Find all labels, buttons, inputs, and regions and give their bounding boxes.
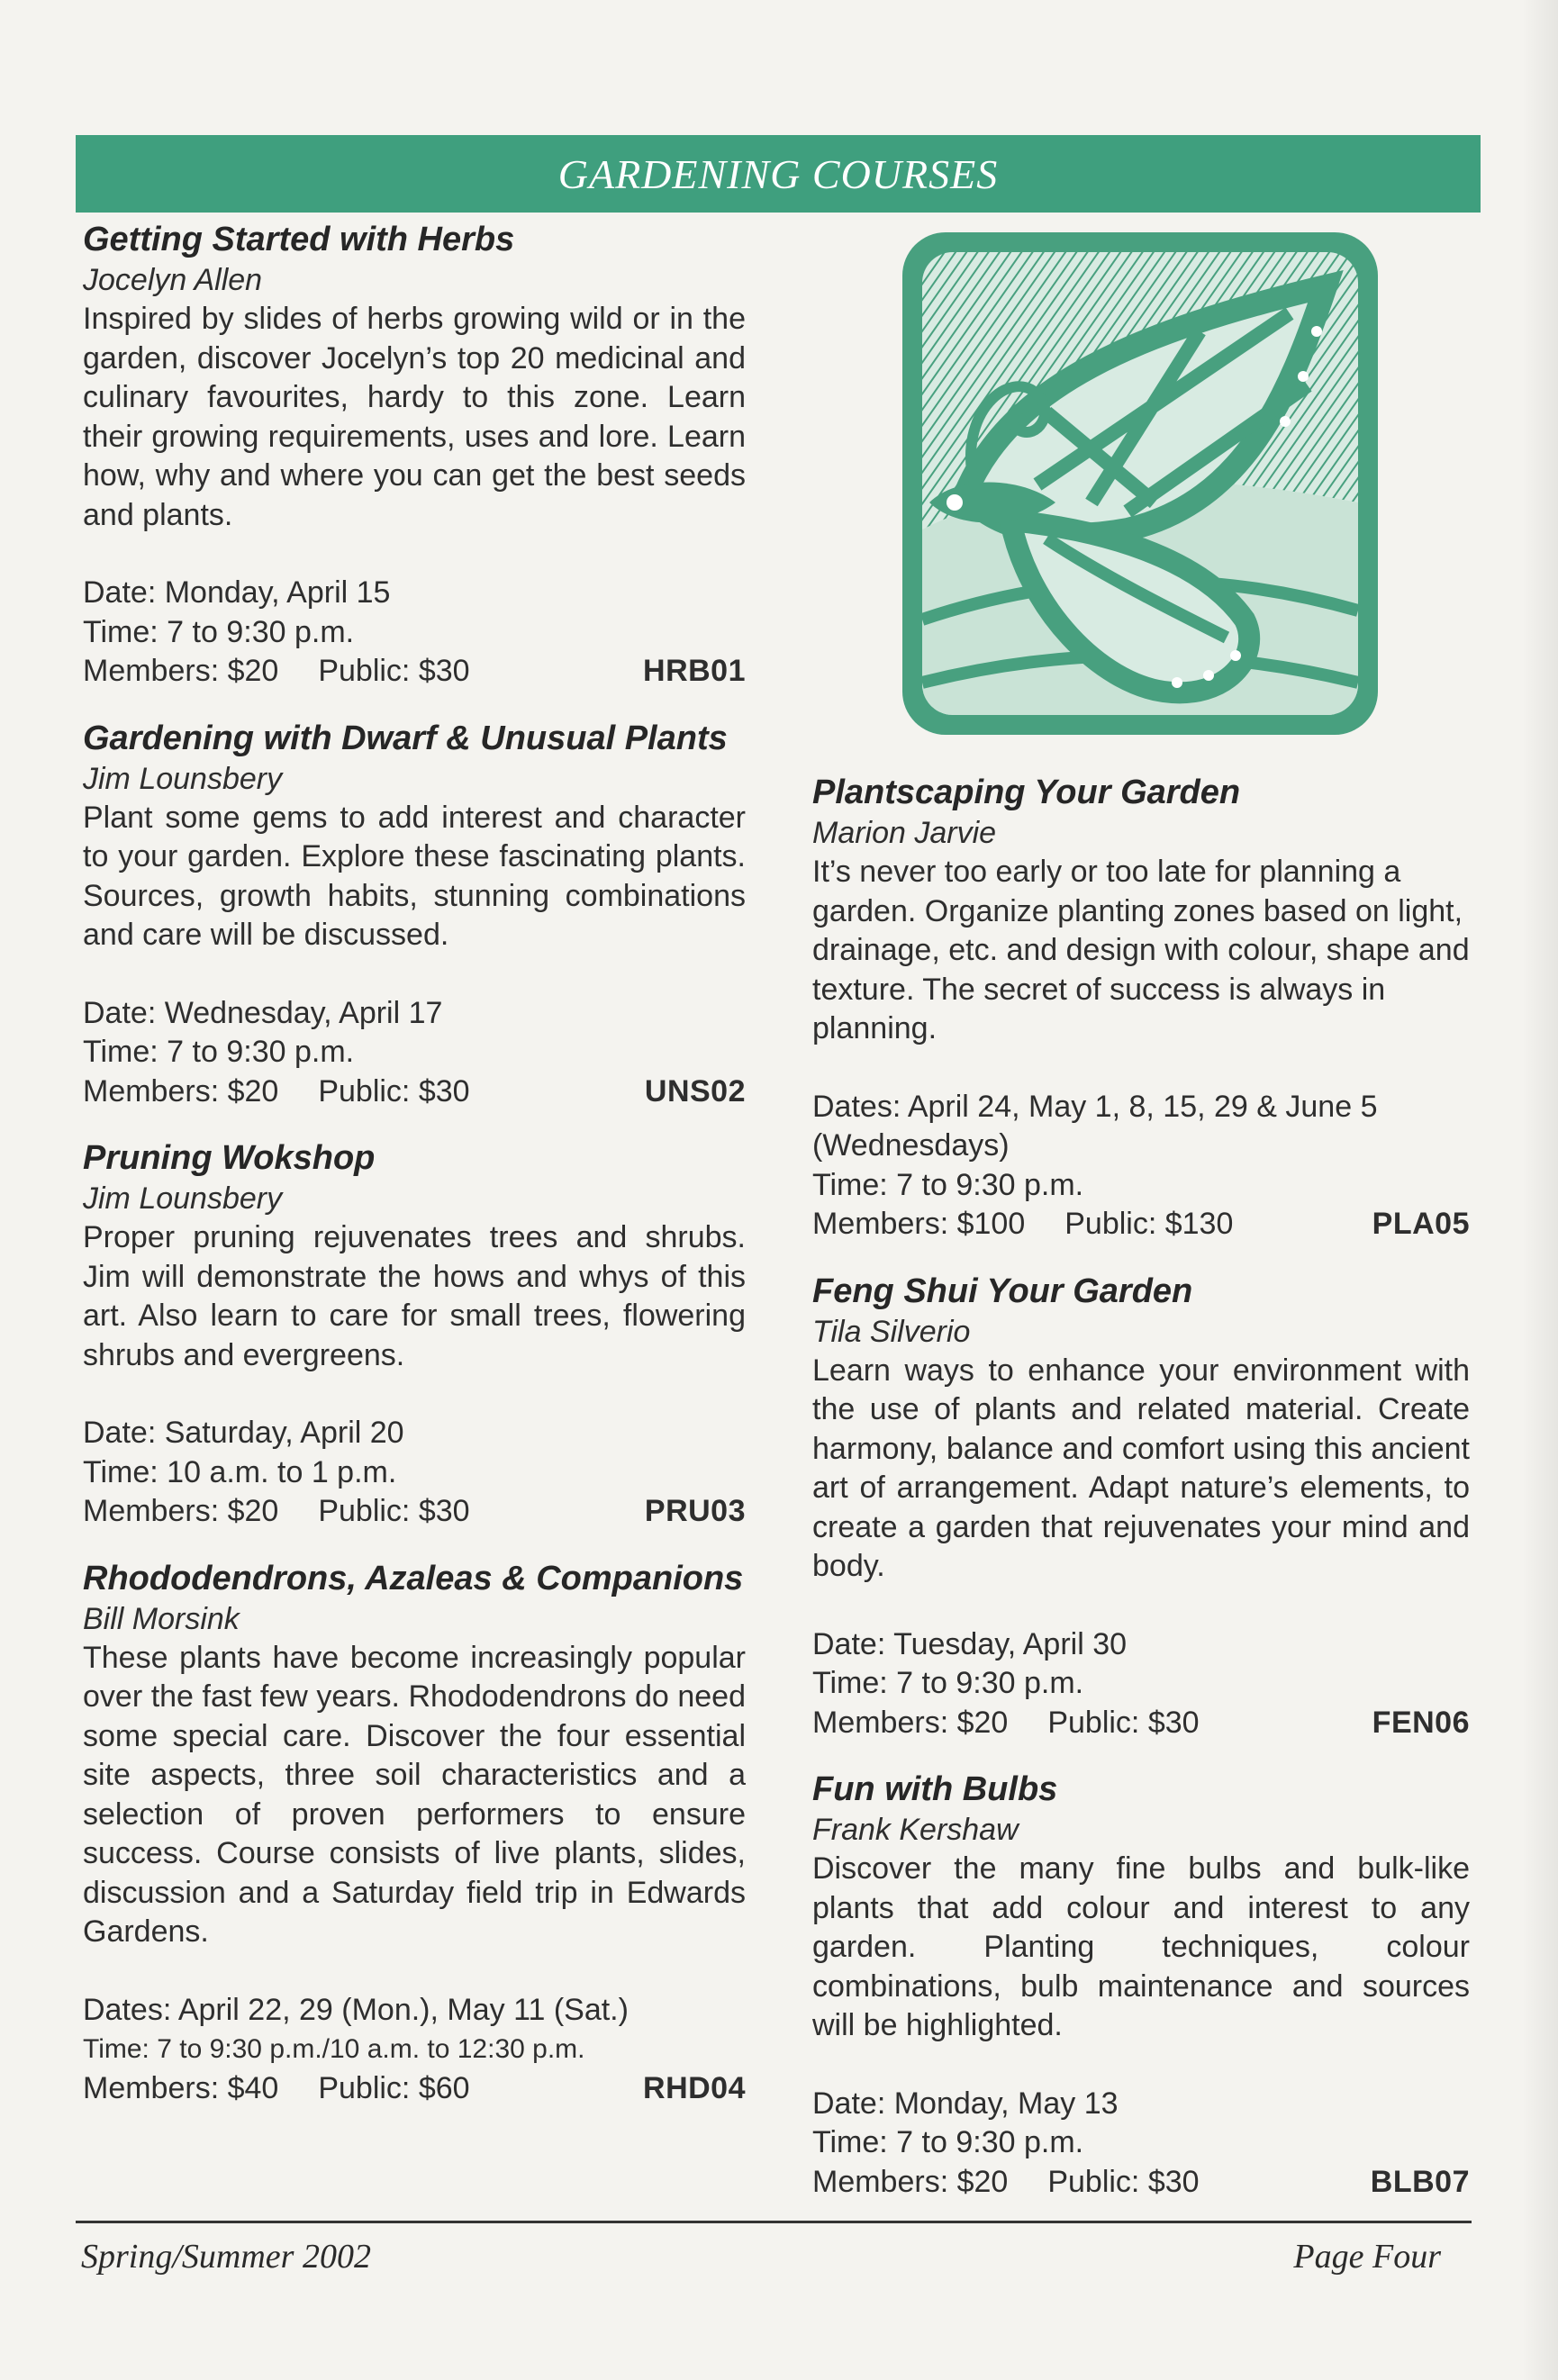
course-description: Learn ways to enhance your environment with the use of plants and related material. Create harmony, balance and comfort using this ancient art of arrangement. Adapt nature’s elements, to create a garden that rejuvenates your mind and body. [812,1353,1470,1583]
course-instructor: Jocelyn Allen [83,263,263,297]
course-time: Time: 7 to 9:30 p.m./10 a.m. to 12:30 p.m. [83,2034,585,2064]
course-rhododendrons [83,1557,746,2109]
course-description: It’s never too early or too late for planning a garden. Organize planting zones based on light, drainage, etc. and design with colour, shape and texture. The secret of success is always in planning. [812,855,1470,1045]
course-time: Time: 10 a.m. to 1 p.m. [83,1454,397,1489]
course-title: Rhododendrons, Azaleas & Companions [83,1559,744,1597]
course-details [812,1088,1470,1244]
course-description: Discover the many fine bulbs and bulk-like plants that add colour and interest to any garden. Planting techniques, colour combinations, bulb maintenance and sources will be highlighted. [812,1851,1470,2042]
course-instructor: Marion Jarvie [812,816,997,850]
course-time: Time: 7 to 9:30 p.m. [812,1666,1084,1700]
course-pruning [83,1136,746,1532]
members-price: Members: $20 [812,1705,1009,1740]
course-details [83,1414,746,1532]
course-description: Proper pruning rejuvenates trees and shrubs. Jim will demonstrate the hows and whys of this art. Also learn to care for small trees, flowering shrubs and evergreens. [83,1220,746,1372]
members-price: Members: $20 [83,654,279,688]
section-title: GARDENING COURSES [557,150,999,197]
course-instructor: Frank Kershaw [812,1813,1019,1847]
course-code: FEN06 [1372,1705,1470,1740]
course-plantscaping [812,771,1470,1244]
section-banner [76,135,1481,213]
course-title: Feng Shui Your Garden [812,1271,1193,1310]
course-date: Date: Saturday, April 20 [83,1416,404,1450]
footer-rule [76,2221,1472,2223]
public-price: Public: $60 [318,2070,470,2105]
course-instructor: Bill Morsink [83,1601,240,1636]
course-title: Getting Started with Herbs [83,221,515,258]
course-details [83,574,746,692]
course-time: Time: 7 to 9:30 p.m. [812,1167,1084,1202]
butterfly-icon [902,232,1378,735]
course-title: Gardening with Dwarf & Unusual Plants [83,719,728,757]
course-date: Date: Monday, May 13 [812,2086,1119,2121]
course-details [83,994,746,1112]
course-code: RHD04 [643,2070,746,2105]
course-code: PLA05 [1372,1207,1470,1241]
course-price-row [812,1704,1470,1743]
course-instructor: Tila Silverio [812,1314,971,1349]
course-price-row [83,1492,746,1532]
course-herbs [83,218,746,692]
course-price-row [83,1072,746,1112]
public-price: Public: $30 [318,654,470,688]
course-description: These plants have become increasingly popular over the fast few years. Rhododendrons do need some special care. Discover the four essential site aspects, three soil characteristics and a selection of proven performers to ensure success. Course consists of live plants, slides, discussion and a Saturday field trip in Edwards Gardens. [83,1640,746,1949]
public-price: Public: $30 [318,1073,470,1109]
course-date: Date: Wednesday, April 17 [83,995,443,1030]
public-price: Public: $30 [1047,2164,1200,2199]
course-instructor: Jim Lounsbery [83,761,283,796]
left-column [83,218,746,2108]
course-bulbs [812,1768,1470,2202]
footer-edition: Spring/Summer 2002 [81,2238,371,2276]
course-price-row [812,2163,1470,2203]
members-price: Members: $20 [83,1494,279,1528]
course-description: Plant some gems to add interest and character to your garden. Explore these fascinating plants. Sources, growth habits, stunning combinations and care will be discussed. [83,800,746,952]
course-time: Time: 7 to 9:30 p.m. [83,614,355,649]
course-details [83,1991,746,2109]
course-title: Plantscaping Your Garden [812,774,1241,811]
course-description: Inspired by slides of herbs growing wild or in the garden, discover Jocelyn’s top 20 medicinal and culinary favourites, hardy to this zone. Learn their growing requirements, uses and lore. Learn how, why and where you can get the best seeds and plants. [83,302,746,532]
course-time: Time: 7 to 9:30 p.m. [83,1035,355,1069]
members-price: Members: $20 [83,1073,279,1109]
members-price: Members: $100 [812,1207,1026,1241]
course-price-row [812,1205,1470,1244]
public-price: Public: $130 [1064,1207,1234,1241]
course-code: HRB01 [643,654,746,688]
course-price-row [83,652,746,692]
right-column [812,771,1470,2202]
course-date: Dates: April 22, 29 (Mon.), May 11 (Sat.) [83,1992,629,2027]
course-feng-shui [812,1270,1470,1743]
public-price: Public: $30 [318,1494,470,1528]
course-details [812,1625,1470,1743]
course-date: Dates: April 24, May 1, 8, 15, 29 & June 5 (Wednesdays) [812,1089,1378,1163]
members-price: Members: $40 [83,2070,279,2105]
page-edge-shadow [1522,0,1558,2380]
footer-page-number: Page Four [1293,2238,1441,2276]
course-date: Date: Tuesday, April 30 [812,1626,1128,1661]
public-price: Public: $30 [1047,1705,1200,1740]
course-dwarf-plants [83,717,746,1112]
course-date: Date: Monday, April 15 [83,575,391,610]
course-title: Fun with Bulbs [812,1770,1058,1808]
course-details [812,2085,1470,2203]
members-price: Members: $20 [812,2164,1009,2199]
course-code: PRU03 [644,1494,746,1528]
course-instructor: Jim Lounsbery [83,1181,283,1216]
course-code: BLB07 [1370,2164,1470,2199]
course-price-row [83,2069,746,2109]
course-title: Pruning Wokshop [83,1139,376,1177]
course-time: Time: 7 to 9:30 p.m. [812,2125,1084,2159]
course-code: UNS02 [644,1073,746,1109]
